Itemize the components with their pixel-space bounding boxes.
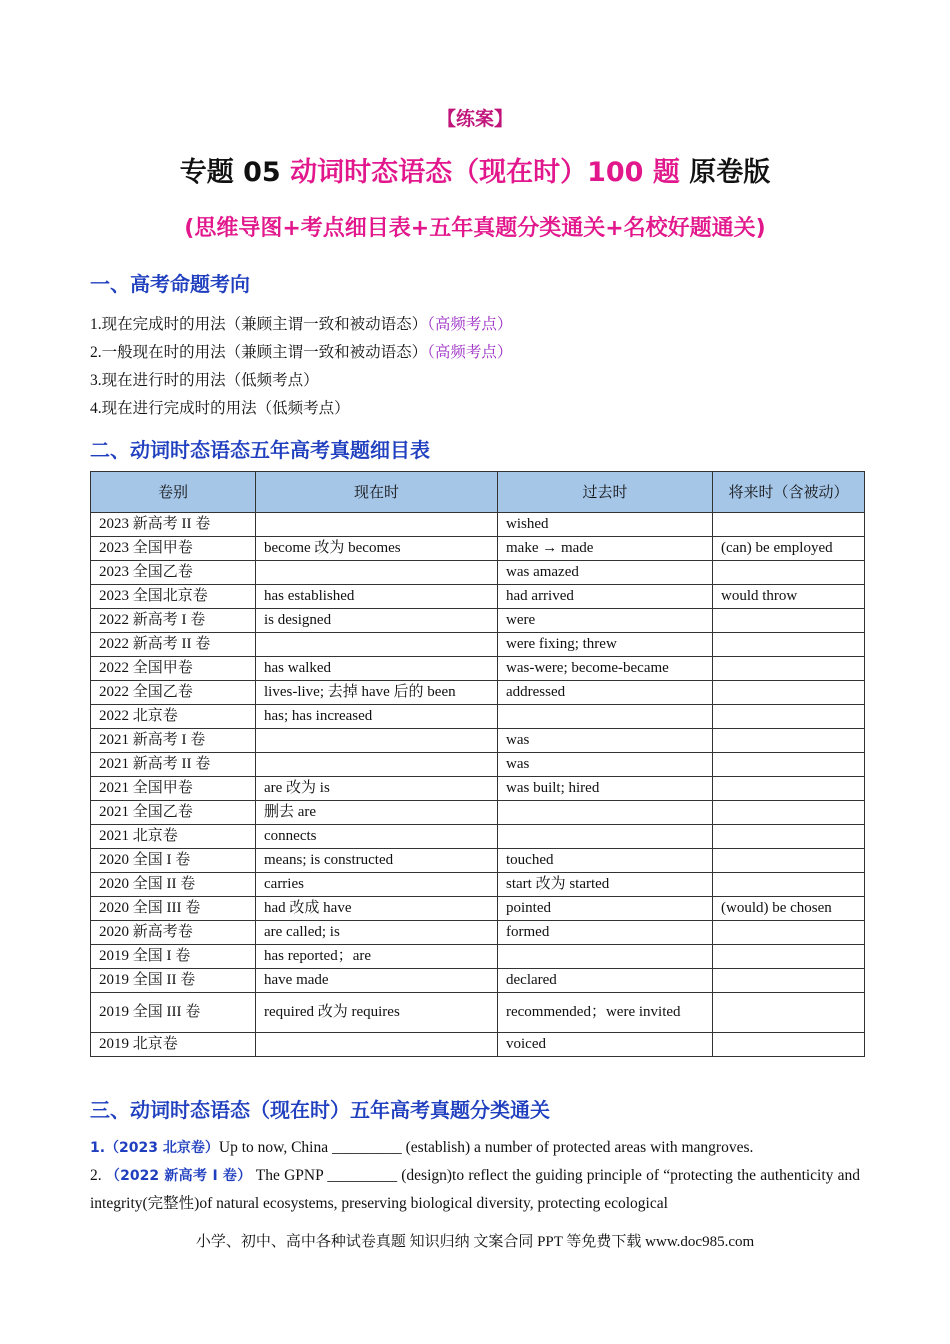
- table-cell: carries: [256, 873, 498, 897]
- table-cell: was: [498, 729, 713, 753]
- table-cell: [498, 825, 713, 849]
- table-cell: 2021 全国乙卷: [91, 801, 256, 825]
- table-cell: 2019 全国 II 卷: [91, 969, 256, 993]
- table-cell: wished: [498, 513, 713, 537]
- table-cell: [256, 633, 498, 657]
- table-cell: [713, 705, 865, 729]
- table-cell: addressed: [498, 681, 713, 705]
- table-cell: was amazed: [498, 561, 713, 585]
- table-row: [91, 873, 865, 897]
- table-cell: [713, 801, 865, 825]
- table-cell: pointed: [498, 897, 713, 921]
- question-source: 1.（2023 北京卷）: [90, 1140, 219, 1156]
- table-row: [91, 705, 865, 729]
- table-row: [91, 681, 865, 705]
- table-cell: has walked: [256, 657, 498, 681]
- table-row: [91, 969, 865, 993]
- table-cell: 2021 新高考 II 卷: [91, 753, 256, 777]
- table-cell: has; has increased: [256, 705, 498, 729]
- table-row: [91, 825, 865, 849]
- table-row: [91, 585, 865, 609]
- table-row: [91, 849, 865, 873]
- question-text: The GPNP _________ (design)to reflect the guiding principle of “protecting the authenticity and integrity(完整性)of natural ecosystems, preserving biological diversity, protecting ecological: [90, 1167, 861, 1212]
- page-subtitle: (思维导图+考点细目表+五年真题分类通关+名校好题通关): [184, 216, 766, 241]
- table-cell: [713, 993, 865, 1033]
- table-cell: 2020 新高考卷: [91, 921, 256, 945]
- table-row: [91, 513, 865, 537]
- table-cell: [713, 753, 865, 777]
- topic-list: [90, 311, 512, 423]
- table-row: [91, 729, 865, 753]
- table-cell: 2019 北京卷: [91, 1033, 256, 1057]
- table-header: 现在时: [256, 472, 498, 513]
- table-header: 将来时（含被动）: [713, 472, 865, 513]
- table-row: [91, 537, 865, 561]
- table-cell: 2023 全国北京卷: [91, 585, 256, 609]
- table-row: [91, 993, 865, 1033]
- question-source: （2022 新高考 I 卷）: [105, 1168, 252, 1184]
- section2-heading: 二、动词时态语态五年高考真题细目表: [90, 438, 430, 462]
- section1-heading: 一、高考命题考向: [90, 272, 250, 296]
- table-cell: [713, 873, 865, 897]
- table-cell: means; is constructed: [256, 849, 498, 873]
- table-cell: [498, 801, 713, 825]
- table-cell: [256, 513, 498, 537]
- table-cell: [713, 609, 865, 633]
- table-row: [91, 633, 865, 657]
- table-cell: 2022 全国甲卷: [91, 657, 256, 681]
- page-title: [0, 150, 950, 189]
- table-cell: would throw: [713, 585, 865, 609]
- table-cell: was: [498, 753, 713, 777]
- table-cell: 2021 全国甲卷: [91, 777, 256, 801]
- practice-tag: 【练案】: [436, 108, 513, 130]
- table-cell: [498, 945, 713, 969]
- table-cell: 2021 新高考 I 卷: [91, 729, 256, 753]
- table-cell: has reported；are: [256, 945, 498, 969]
- table-cell: [713, 657, 865, 681]
- table-cell: [256, 753, 498, 777]
- table-row: [91, 561, 865, 585]
- table-cell: had arrived: [498, 585, 713, 609]
- list-item: 1.现在完成时的用法（兼顾主谓一致和被动语态）（高频考点）: [90, 316, 513, 333]
- table-cell: 2019 全国 III 卷: [91, 993, 256, 1033]
- table-cell: [713, 969, 865, 993]
- table-row: [91, 897, 865, 921]
- table-cell: (can) be employed: [713, 537, 865, 561]
- question-1: [90, 1134, 860, 1162]
- table-cell: 2019 全国 I 卷: [91, 945, 256, 969]
- table-cell: was built; hired: [498, 777, 713, 801]
- table-cell: 2020 全国 III 卷: [91, 897, 256, 921]
- title-highlight: 动词时态语态（现在时）100 题: [290, 157, 680, 188]
- table-cell: [713, 729, 865, 753]
- exam-table: [90, 471, 865, 1057]
- table-cell: (would) be chosen: [713, 897, 865, 921]
- table-row: [91, 777, 865, 801]
- table-cell: [713, 849, 865, 873]
- table-cell: [256, 729, 498, 753]
- table-cell: voiced: [498, 1033, 713, 1057]
- table-cell: 删去 are: [256, 801, 498, 825]
- table-cell: 2023 全国甲卷: [91, 537, 256, 561]
- table-header: 卷别: [91, 472, 256, 513]
- table-cell: [713, 945, 865, 969]
- table-cell: 2023 新高考 II 卷: [91, 513, 256, 537]
- table-header: 过去时: [498, 472, 713, 513]
- table-cell: are called; is: [256, 921, 498, 945]
- table-cell: [713, 561, 865, 585]
- title-prefix: 专题 05: [179, 157, 291, 188]
- table-cell: is designed: [256, 609, 498, 633]
- table-row: [91, 945, 865, 969]
- table-cell: lives-live; 去掉 have 后的 been: [256, 681, 498, 705]
- table-cell: declared: [498, 969, 713, 993]
- table-cell: connects: [256, 825, 498, 849]
- table-cell: start 改为 started: [498, 873, 713, 897]
- question-2: [90, 1162, 860, 1218]
- table-cell: has established: [256, 585, 498, 609]
- list-item: 3.现在进行时的用法（低频考点）: [90, 372, 319, 389]
- table-cell: are 改为 is: [256, 777, 498, 801]
- table-cell: were: [498, 609, 713, 633]
- table-cell: 2023 全国乙卷: [91, 561, 256, 585]
- table-cell: [713, 681, 865, 705]
- table-cell: 2022 新高考 II 卷: [91, 633, 256, 657]
- table-cell: recommended；were invited: [498, 993, 713, 1033]
- question-text: Up to now, China _________ (establish) a number of protected areas with mangroves.: [218, 1139, 754, 1156]
- table-cell: 2022 北京卷: [91, 705, 256, 729]
- table-row: [91, 1033, 865, 1057]
- section3-heading: 三、动词时态语态（现在时）五年高考真题分类通关: [90, 1098, 550, 1122]
- table-cell: [498, 705, 713, 729]
- list-item: 4.现在进行完成时的用法（低频考点）: [90, 400, 350, 417]
- table-cell: [713, 777, 865, 801]
- table-cell: [713, 921, 865, 945]
- table-row: [91, 609, 865, 633]
- table-cell: make → made: [498, 537, 713, 561]
- page-footer: 小学、初中、高中各种试卷真题 知识归纳 文案合同 PPT 等免费下载 www.doc985.com: [195, 1234, 755, 1250]
- table-row: [91, 801, 865, 825]
- list-item: 2.一般现在时的用法（兼顾主谓一致和被动语态）（高频考点）: [90, 344, 513, 361]
- table-cell: [713, 1033, 865, 1057]
- table-cell: 2020 全国 I 卷: [91, 849, 256, 873]
- title-suffix: 原卷版: [679, 157, 771, 188]
- table-cell: [713, 633, 865, 657]
- table-cell: required 改为 requires: [256, 993, 498, 1033]
- table-cell: formed: [498, 921, 713, 945]
- table-cell: 2022 全国乙卷: [91, 681, 256, 705]
- table-row: [91, 921, 865, 945]
- table-row: [91, 657, 865, 681]
- table-cell: were fixing; threw: [498, 633, 713, 657]
- table-cell: 2022 新高考 I 卷: [91, 609, 256, 633]
- table-row: [91, 753, 865, 777]
- table-cell: 2020 全国 II 卷: [91, 873, 256, 897]
- table-cell: touched: [498, 849, 713, 873]
- table-cell: [713, 825, 865, 849]
- table-cell: become 改为 becomes: [256, 537, 498, 561]
- question-number: 2.: [90, 1167, 106, 1184]
- table-cell: had 改成 have: [256, 897, 498, 921]
- table-cell: [713, 513, 865, 537]
- table-cell: was-were; become-became: [498, 657, 713, 681]
- table-cell: [256, 561, 498, 585]
- table-cell: 2021 北京卷: [91, 825, 256, 849]
- table-cell: [256, 1033, 498, 1057]
- table-cell: have made: [256, 969, 498, 993]
